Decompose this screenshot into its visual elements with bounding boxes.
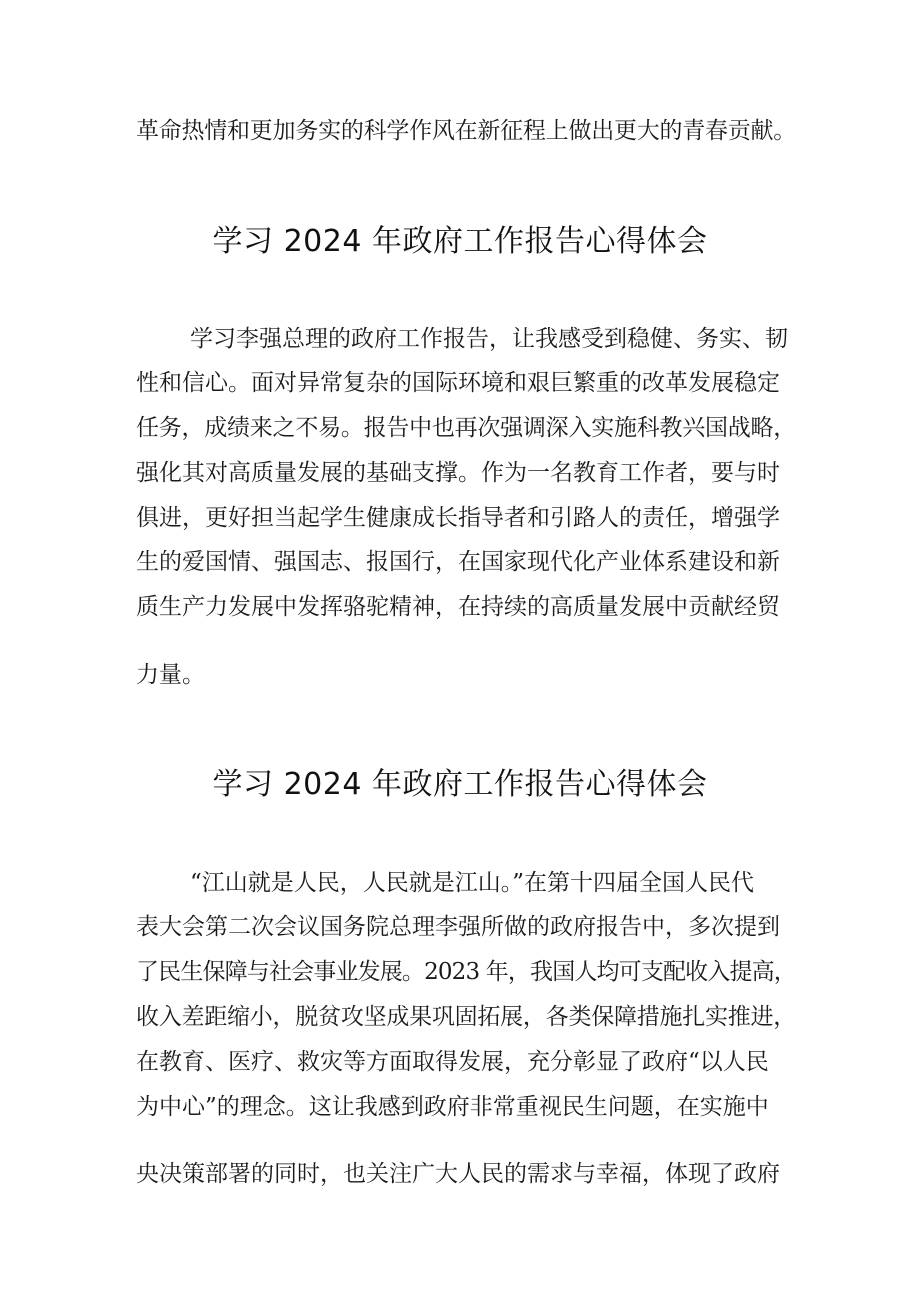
paragraph-line: 任务，成绩来之不易。报告中也再次强调深入实施科教兴国战略， bbox=[136, 415, 797, 441]
paragraph-line: 强化其对高质量发展的基础支撑。作为一名教育工作者，要与时 bbox=[136, 460, 780, 486]
paragraph-line: 力量。 bbox=[136, 662, 205, 688]
paragraph-line: 了民生保障与社会事业发展。2023 年，我国人均可支配收入提高， bbox=[136, 959, 796, 985]
paragraph-line: 表大会第二次会议国务院总理李强所做的政府报告中，多次提到 bbox=[136, 914, 780, 940]
paragraph-line: 央决策部署的同时，也关注广大人民的需求与幸福，体现了政府 bbox=[136, 1161, 780, 1187]
paragraph-line: 在教育、医疗、救灾等方面取得发展，充分彰显了政府“以人民 bbox=[136, 1049, 769, 1075]
paragraph-line: “江山就是人民，人民就是江山。”在第十四届全国人民代 bbox=[190, 870, 755, 896]
paragraph-line: 为中心”的理念。这让我感到政府非常重视民生问题，在实施中 bbox=[136, 1094, 769, 1120]
paragraph-line: 生的爱国情、强国志、报国行，在国家现代化产业体系建设和新 bbox=[136, 549, 780, 575]
paragraph-line: 革命热情和更加务实的科学作风在新征程上做出更大的青春贡献。 bbox=[136, 118, 797, 144]
paragraph-line: 性和信心。面对异常复杂的国际环境和艰巨繁重的改革发展稳定 bbox=[136, 370, 780, 396]
section-title: 学习 2024 年政府工作报告心得体会 bbox=[212, 767, 708, 802]
paragraph-line: 俱进，更好担当起学生健康成长指导者和引路人的责任，增强学 bbox=[136, 505, 780, 531]
paragraph-line: 质生产力发展中发挥骆驼精神，在持续的高质量发展中贡献经贸 bbox=[136, 594, 780, 620]
section-title: 学习 2024 年政府工作报告心得体会 bbox=[212, 224, 708, 259]
paragraph-line: 学习李强总理的政府工作报告，让我感受到稳健、务实、韧 bbox=[190, 326, 788, 352]
paragraph-line: 收入差距缩小，脱贫攻坚成果巩固拓展，各类保障措施扎实推进， bbox=[136, 1004, 797, 1030]
